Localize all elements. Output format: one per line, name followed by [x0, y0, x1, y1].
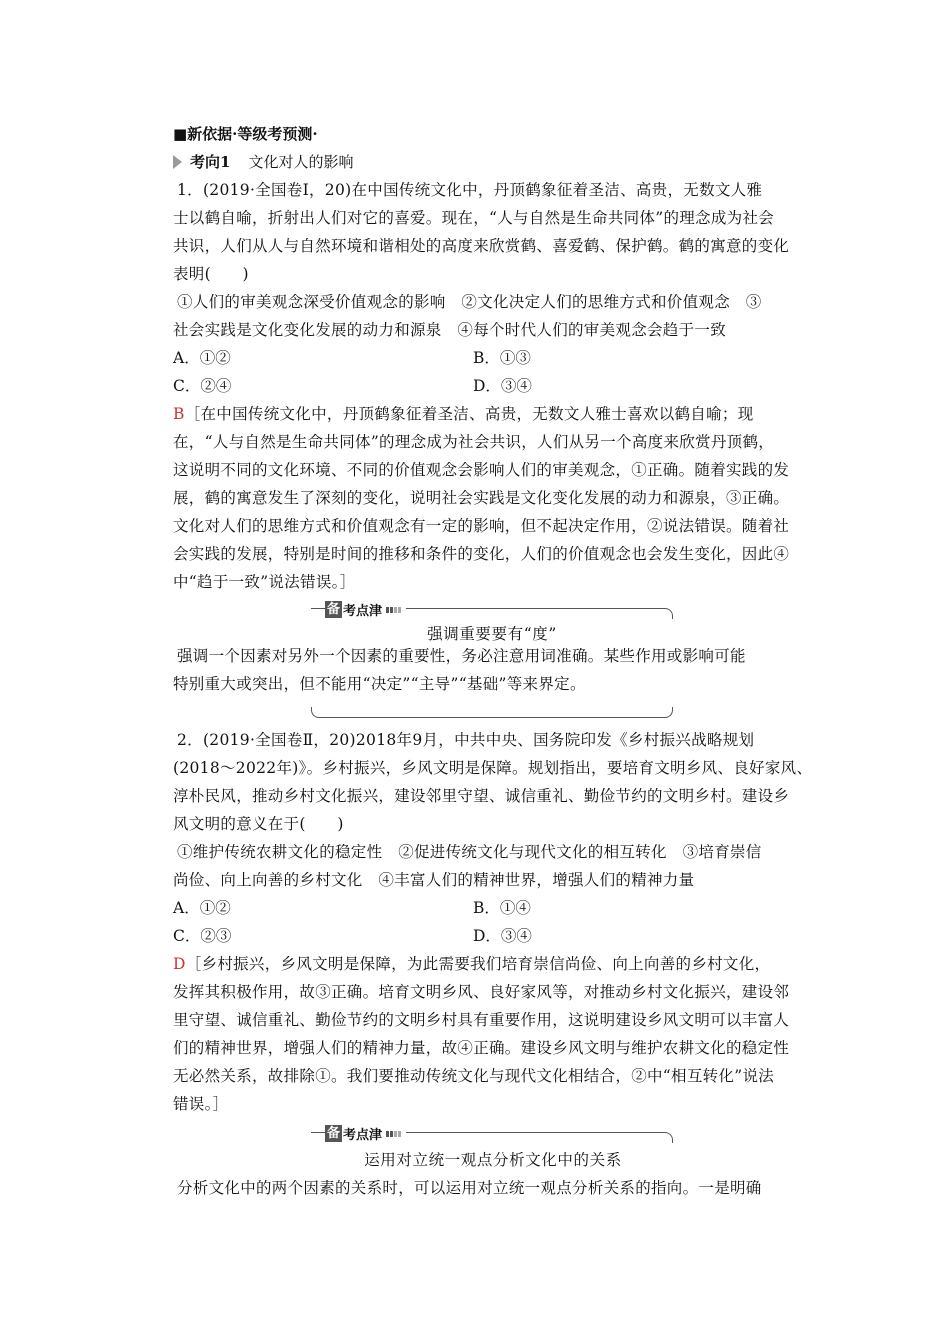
option-b: B．①④: [473, 899, 531, 917]
question-text-line: 风文明的意义在于( ): [173, 815, 344, 833]
option-b: B．①③: [473, 349, 531, 367]
answer-letter: D: [173, 955, 186, 973]
explanation-line: [173, 950, 813, 978]
question-text-line: 2．(2019·全国卷Ⅱ，20)2018年9月，中共中央、国务院印发《乡村振兴战略规划: [177, 731, 755, 749]
answer-letter: B: [173, 405, 185, 423]
option-a: A．①②: [173, 349, 231, 367]
section-header: ■新依据·等级考预测·: [173, 125, 318, 143]
exam-tip-box: [173, 1126, 813, 1202]
explanation-text: ［在中国传统文化中，丹顶鹤象征着圣洁、高贵，无数文人雅士喜欢以鹤自喻；现: [184, 405, 754, 423]
exam-tip-tag: 备 考点津: [325, 1124, 406, 1143]
statement-line: ①人们的审美观念深受价值观念的影响 ②文化决定人们的思维方式和价值观念 ③: [177, 293, 762, 311]
question-2: [173, 726, 813, 1118]
question-text-line: 士以鹤自喻，折射出人们对它的喜爱。现在，“人与自然是生命共同体”的理念成为社会: [173, 209, 775, 227]
exam-tip-title: 强调重要要有“度”: [427, 625, 557, 643]
statement-line: 尚俭、向上向善的乡村文化 ④丰富人们的精神世界，增强人们的精神力量: [173, 871, 695, 889]
topic-title: 文化对人的影响: [248, 153, 354, 171]
option-c: C．②③: [173, 927, 232, 945]
topic-heading: [173, 148, 813, 176]
question-text-line: 淳朴民风，推动乡村文化振兴，建设邻里守望、诚信重礼、勤俭节约的文明乡村。建设乡: [173, 787, 790, 805]
explanation-line: 在，“人与自然是生命共同体”的理念成为社会共识，人们从另一个高度来欣赏丹顶鹤，: [173, 433, 775, 451]
exam-tip-tag: 备 考点津: [325, 600, 406, 619]
explanation-line: 会实践的发展，特别是时间的推移和条件的变化，人们的价值观念也会发生变化，因此④: [173, 545, 790, 563]
explanation-line: 们的精神世界，增强人们的精神力量，故④正确。建设乡风文明与维护农耕文化的稳定性: [173, 1039, 790, 1057]
explanation-line: 无必然关系，故排除①。我们要推动传统文化与现代文化相结合，②中“相互转化”说法: [173, 1067, 775, 1085]
explanation-line: 文化对人们的思维方式和价值观念有一定的影响，但不起决定作用，②说法错误。随着社: [173, 517, 790, 535]
triangle-icon: [173, 155, 182, 169]
option-d: D．③④: [473, 377, 532, 395]
topic-tag: 考向1: [190, 153, 231, 171]
statement-line: ①维护传统农耕文化的稳定性 ②促进传统文化与现代文化的相互转化 ③培育崇信: [177, 843, 762, 861]
explanation-line: 里守望、诚信重礼、勤俭节约的文明乡村具有重要作用，这说明建设乡风文明可以丰富人: [173, 1011, 790, 1029]
exam-tip-box: [173, 602, 813, 724]
explanation-line: [173, 400, 813, 428]
option-d: D．③④: [473, 927, 532, 945]
option-a: A．①②: [173, 899, 231, 917]
question-text-line: 表明( ): [173, 265, 249, 283]
dots-icon: [386, 1131, 402, 1137]
statement-line: 社会实践是文化变化发展的动力和源泉 ④每个时代人们的审美观念会趋于一致: [173, 321, 727, 339]
options: [173, 894, 813, 950]
question-text-line: 共识，人们从人与自然环境和谐相处的高度来欣赏鹤、喜爱鹤、保护鹤。鹤的寓意的变化: [173, 237, 790, 255]
exam-tip-body: 强调一个因素对另外一个因素的重要性，务必注意用词准确。某些作用或影响可能 特别重大或突出，但不能用“决定”“主导”“基础”等来界定。: [173, 647, 746, 693]
question-text-line: 1．(2019·全国卷Ⅰ，20)在中国传统文化中，丹顶鹤象征着圣洁、高贵，无数文人雅: [177, 181, 763, 199]
options: [173, 344, 813, 400]
explanation-line: 错误。］: [173, 1095, 229, 1113]
document-page: [173, 120, 813, 1202]
exam-tip-body: 分析文化中的两个因素的关系时，可以运用对立统一观点分析关系的指向。一是明确: [177, 1179, 762, 1197]
explanation-text: ［乡村振兴，乡风文明是保障，为此需要我们培育崇信尚俭、向上向善的乡村文化，: [185, 955, 771, 973]
explanation-line: 中“趋于一致”说法错误。］: [173, 573, 356, 591]
question-1: [173, 176, 813, 596]
explanation-line: 发挥其积极作用，故③正确。培育文明乡风、良好家风等，对推动乡村文化振兴，建设邻: [173, 983, 790, 1001]
exam-tip-title: 运用对立统一观点分析文化中的关系: [364, 1151, 622, 1169]
explanation-line: 这说明不同的文化环境、不同的价值观念会影响人们的审美观念，①正确。随着实践的发: [173, 461, 790, 479]
dots-icon: [386, 607, 402, 613]
question-text-line: (2018～2022年)》。乡村振兴，乡风文明是保障。规划指出，要培育文明乡风、良好家风、: [173, 759, 813, 777]
explanation-line: 展，鹤的寓意发生了深刻的变化，说明社会实践是文化变化发展的动力和源泉，③正确。: [173, 489, 790, 507]
option-c: C．②④: [173, 377, 232, 395]
